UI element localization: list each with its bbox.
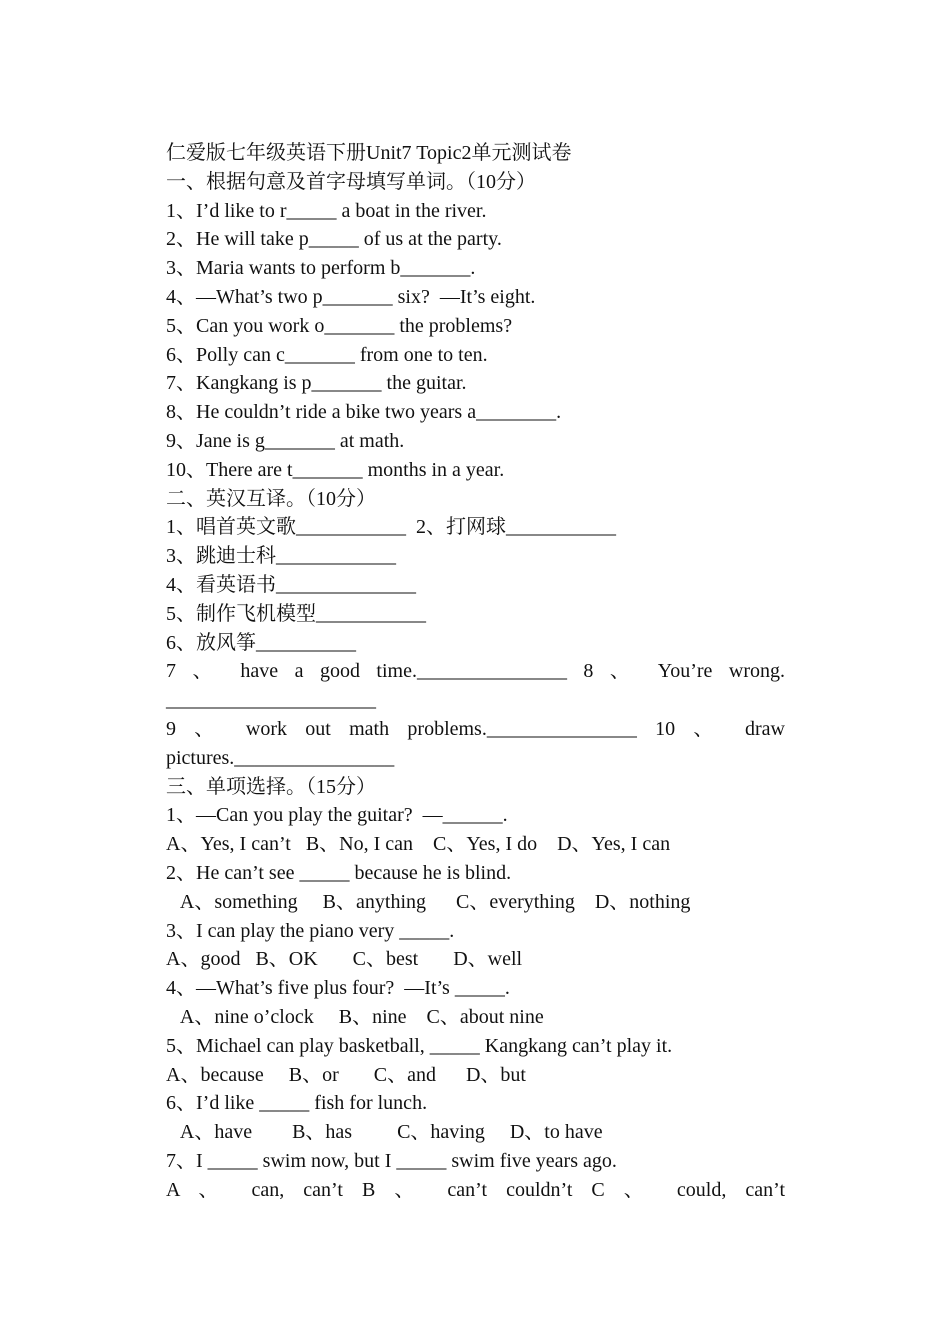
section-1-item: 3、Maria wants to perform b_______. <box>166 257 476 280</box>
section-2-heading: 二、英汉互译。（10分） <box>166 487 376 510</box>
section-1-item: 6、Polly can c_______ from one to ten. <box>166 343 488 366</box>
section-1-heading: 一、根据句意及首字母填写单词。（10分） <box>166 170 536 193</box>
section-3-line: 7、I _____ swim now, but I _____ swim five years ago. <box>166 1149 617 1172</box>
section-3-line: 2、He can’t see _____ because he is blind. <box>166 861 512 884</box>
section-1-item: 2、He will take p_____ of us at the party. <box>166 228 502 251</box>
section-3-line: 1、—Can you play the guitar? —______. <box>166 804 508 827</box>
section-1-item: 7、Kangkang is p_______ the guitar. <box>166 372 467 395</box>
section-3-line: A、have B、has C、having D、to have <box>166 1121 603 1144</box>
section-2-item-7-8: 7 、 have a good time._______________ 8 、 You’re wrong. <box>166 660 785 683</box>
section-2-item: 6、放风筝__________ <box>166 631 356 654</box>
section-2-item-9-10: 9 、 work out math problems._______________ 10 、 draw <box>166 717 785 740</box>
section-2-item: 5、制作飞机模型___________ <box>166 602 426 625</box>
section-1-item: 5、Can you work o_______ the problems? <box>166 314 513 337</box>
section-3-line: 6、I’d like _____ fish for lunch. <box>166 1092 428 1115</box>
section-3-line: 4、—What’s five plus four? —It’s _____. <box>166 977 510 1000</box>
section-3-line: A、good B、OK C、best D、well <box>166 948 523 971</box>
section-2-item: 1、唱首英文歌___________ 2、打网球___________ <box>166 516 616 539</box>
section-2-item-10-cont: pictures.________________ <box>166 746 395 769</box>
section-1-item: 10、There are t_______ months in a year. <box>166 458 505 481</box>
section-3-line: A、nine o’clock B、nine C、about nine <box>166 1005 544 1028</box>
section-3-line: 5、Michael can play basketball, _____ Kangkang can’t play it. <box>166 1034 673 1057</box>
section-1-item: 4、—What’s two p_______ six? —It’s eight. <box>166 285 536 308</box>
section-1-item: 1、I’d like to r_____ a boat in the river. <box>166 199 487 222</box>
section-3-line: A、because B、or C、and D、but <box>166 1063 526 1086</box>
section-1-item: 8、He couldn’t ride a bike two years a________. <box>166 401 562 424</box>
document-body <box>166 139 785 1204</box>
section-3-line: A、something B、anything C、everything D、nothing <box>166 890 691 913</box>
section-3-line: A、Yes, I can’t B、No, I can C、Yes, I do D、Yes, I can <box>166 833 671 856</box>
section-1-item: 9、Jane is g_______ at math. <box>166 429 405 452</box>
section-2-item-8-blank: _____________________ <box>166 689 376 712</box>
section-3-line: 3、I can play the piano very _____. <box>166 919 455 942</box>
section-2-item: 4、看英语书______________ <box>166 573 416 596</box>
section-3-options-7: A 、 can, can’t B 、 can’t couldn’t C 、 could, can’t <box>166 1178 785 1201</box>
section-2-item: 3、跳迪士科____________ <box>166 545 396 568</box>
section-3-heading: 三、单项选择。（15分） <box>166 775 376 798</box>
page-title: 仁爱版七年级英语下册Unit7 Topic2单元测试卷 <box>166 142 572 164</box>
